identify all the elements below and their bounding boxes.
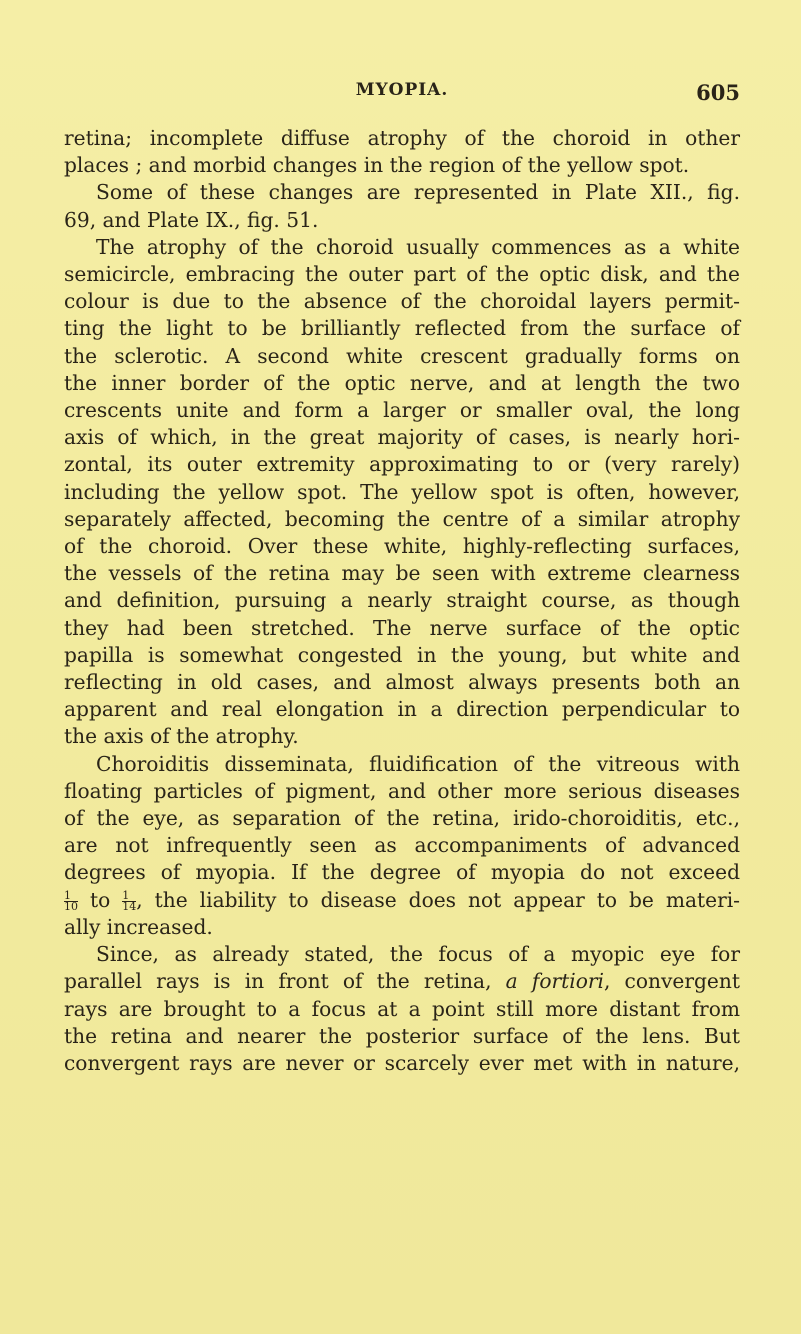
text-line: the vessels of the retina may be seen with extreme clearness [64,561,740,586]
text-line: zontal, its outer extremity approximating to or (very rarely) [64,452,740,477]
fraction-numerator: 1 [122,891,136,902]
text-line: the sclerotic. A second white crescent gradually forms on [64,343,740,368]
text-line: of the eye, as separation of the retina, irido-choroiditis, etc., [64,806,740,831]
text-line: ally increased. [64,914,213,939]
text-line [64,887,740,914]
text-line: are not infrequently seen as accompaniments of advanced [64,833,740,858]
running-title: MYOPIA. [355,80,449,100]
text-line: retina; incomplete diffuse atrophy of the choroid in other [64,126,740,150]
text-line: floating particles of pigment, and other more serious diseases [64,778,740,803]
text-line: the inner border of the optic nerve, and at length the two [64,370,740,395]
fraction-connector: to [78,887,123,912]
fraction-numerator: 1 [64,891,78,902]
text-line: rays are brought to a focus at a point still more distant from [64,996,740,1021]
fraction-line-rest: , the liability to disease does not appear to be materi- [136,887,741,912]
text-line: papilla is somewhat congested in the young, but white and [64,642,740,667]
text-line: separately affected, becoming the centre of a similar atrophy [64,506,740,531]
body-text [64,125,740,1077]
text-line: reflecting in old cases, and almost always presents both an [64,670,740,695]
text-line: including the yellow spot. The yellow spot is often, however, [64,479,740,504]
text-line: degrees of myopia. If the degree of myopia do not exceed [64,860,740,885]
text-line: Some of these changes are represented in Plate XII., fig. [96,180,740,205]
text-line: and definition, pursuing a nearly straight course, as though [64,588,740,613]
text-line: colour is due to the absence of the choroidal layers permit- [64,289,740,314]
text-line: ting the light to be brilliantly reflected from the surface of [64,316,740,341]
fraction [64,888,78,913]
text-line: the retina and nearer the posterior surface of the lens. But [64,1023,740,1048]
fraction-denominator: 14 [122,899,137,913]
text-line: they had been stretched. The nerve surface of the optic [64,615,740,640]
fraction [122,888,137,913]
text-line: places ; and morbid changes in the region of the yellow spot. [64,153,690,178]
text-line: semicircle, embracing the outer part of the optic disk, and the [64,262,740,287]
text-line: crescents unite and form a larger or smaller oval, the long [64,398,740,423]
text-line: The atrophy of the choroid usually commences as a white [96,234,740,259]
text-line: convergent rays are never or scarcely ever met with in nature, [64,1050,740,1075]
text-line: parallel rays is in front of the retina, a fortiori, convergent [64,969,740,994]
text-line: of the choroid. Over these white, highly-reflecting surfaces, [64,534,740,559]
fraction-denominator: 10 [64,899,78,913]
text-line: the axis of the atrophy. [64,724,299,749]
running-head [64,80,740,108]
text-line: axis of which, in the great majority of cases, is nearly hori- [64,425,740,450]
text-line: Choroiditis disseminata, fluidification of the vitreous with [96,751,740,776]
italic-phrase: a fortiori [505,969,604,994]
text-line: 69, and Plate IX., fig. 51. [64,207,319,232]
text-line: apparent and real elongation in a direction perpendicular to [64,697,740,722]
text-line: Since, as already stated, the focus of a myopic eye for [96,942,740,967]
page-number: 605 [696,80,740,105]
